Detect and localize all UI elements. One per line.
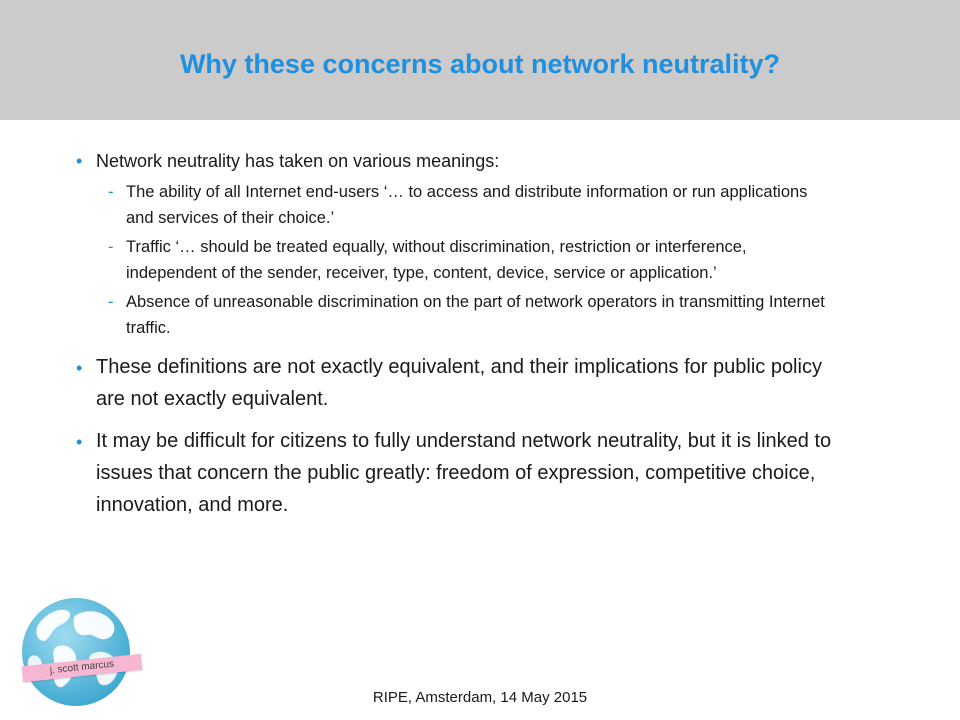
slide-title: Why these concerns about network neutrality? (179, 49, 781, 79)
sub-bullet-item (76, 289, 836, 341)
sub-bullet-text: The ability of all Internet end-users ‘… to access and distribute information or run applications and services of their choice.’ (126, 183, 808, 227)
bullet-marker: • (76, 432, 83, 452)
bullet-marker: • (76, 358, 83, 378)
sub-bullet-list (76, 179, 836, 341)
bullet-item (76, 425, 836, 521)
sub-bullet-marker: - (108, 183, 114, 201)
bullet-item (76, 351, 836, 415)
sub-bullet-marker: - (108, 293, 114, 311)
sub-bullet-item (76, 234, 836, 286)
sub-bullet-text: Absence of unreasonable discrimination on the part of network operators in transmitting Internet traffic. (126, 293, 825, 337)
bullet-item (76, 146, 836, 176)
slide-footer: RIPE, Amsterdam, 14 May 2015 (372, 689, 588, 706)
bullet-text: Network neutrality has taken on various meanings: (96, 151, 500, 171)
slide-body (76, 146, 836, 521)
sub-bullet-text: Traffic ‘… should be treated equally, without discrimination, restriction or interference, independent of the sender, receiver, type, content, device, service or application.’ (126, 238, 747, 282)
sub-bullet-item (76, 179, 836, 231)
author-name-tag: j. scott marcus (21, 654, 142, 682)
bullet-text: These definitions are not exactly equivalent, and their implications for public policy are not exactly equivalent. (96, 356, 822, 410)
sub-bullet-marker: - (108, 238, 114, 256)
bullet-text: It may be difficult for citizens to fully understand network neutrality, but it is linked to issues that concern the public greatly: freedom of expression, competitive choice, innovation, and more. (96, 430, 832, 516)
bullet-marker: • (76, 151, 83, 171)
